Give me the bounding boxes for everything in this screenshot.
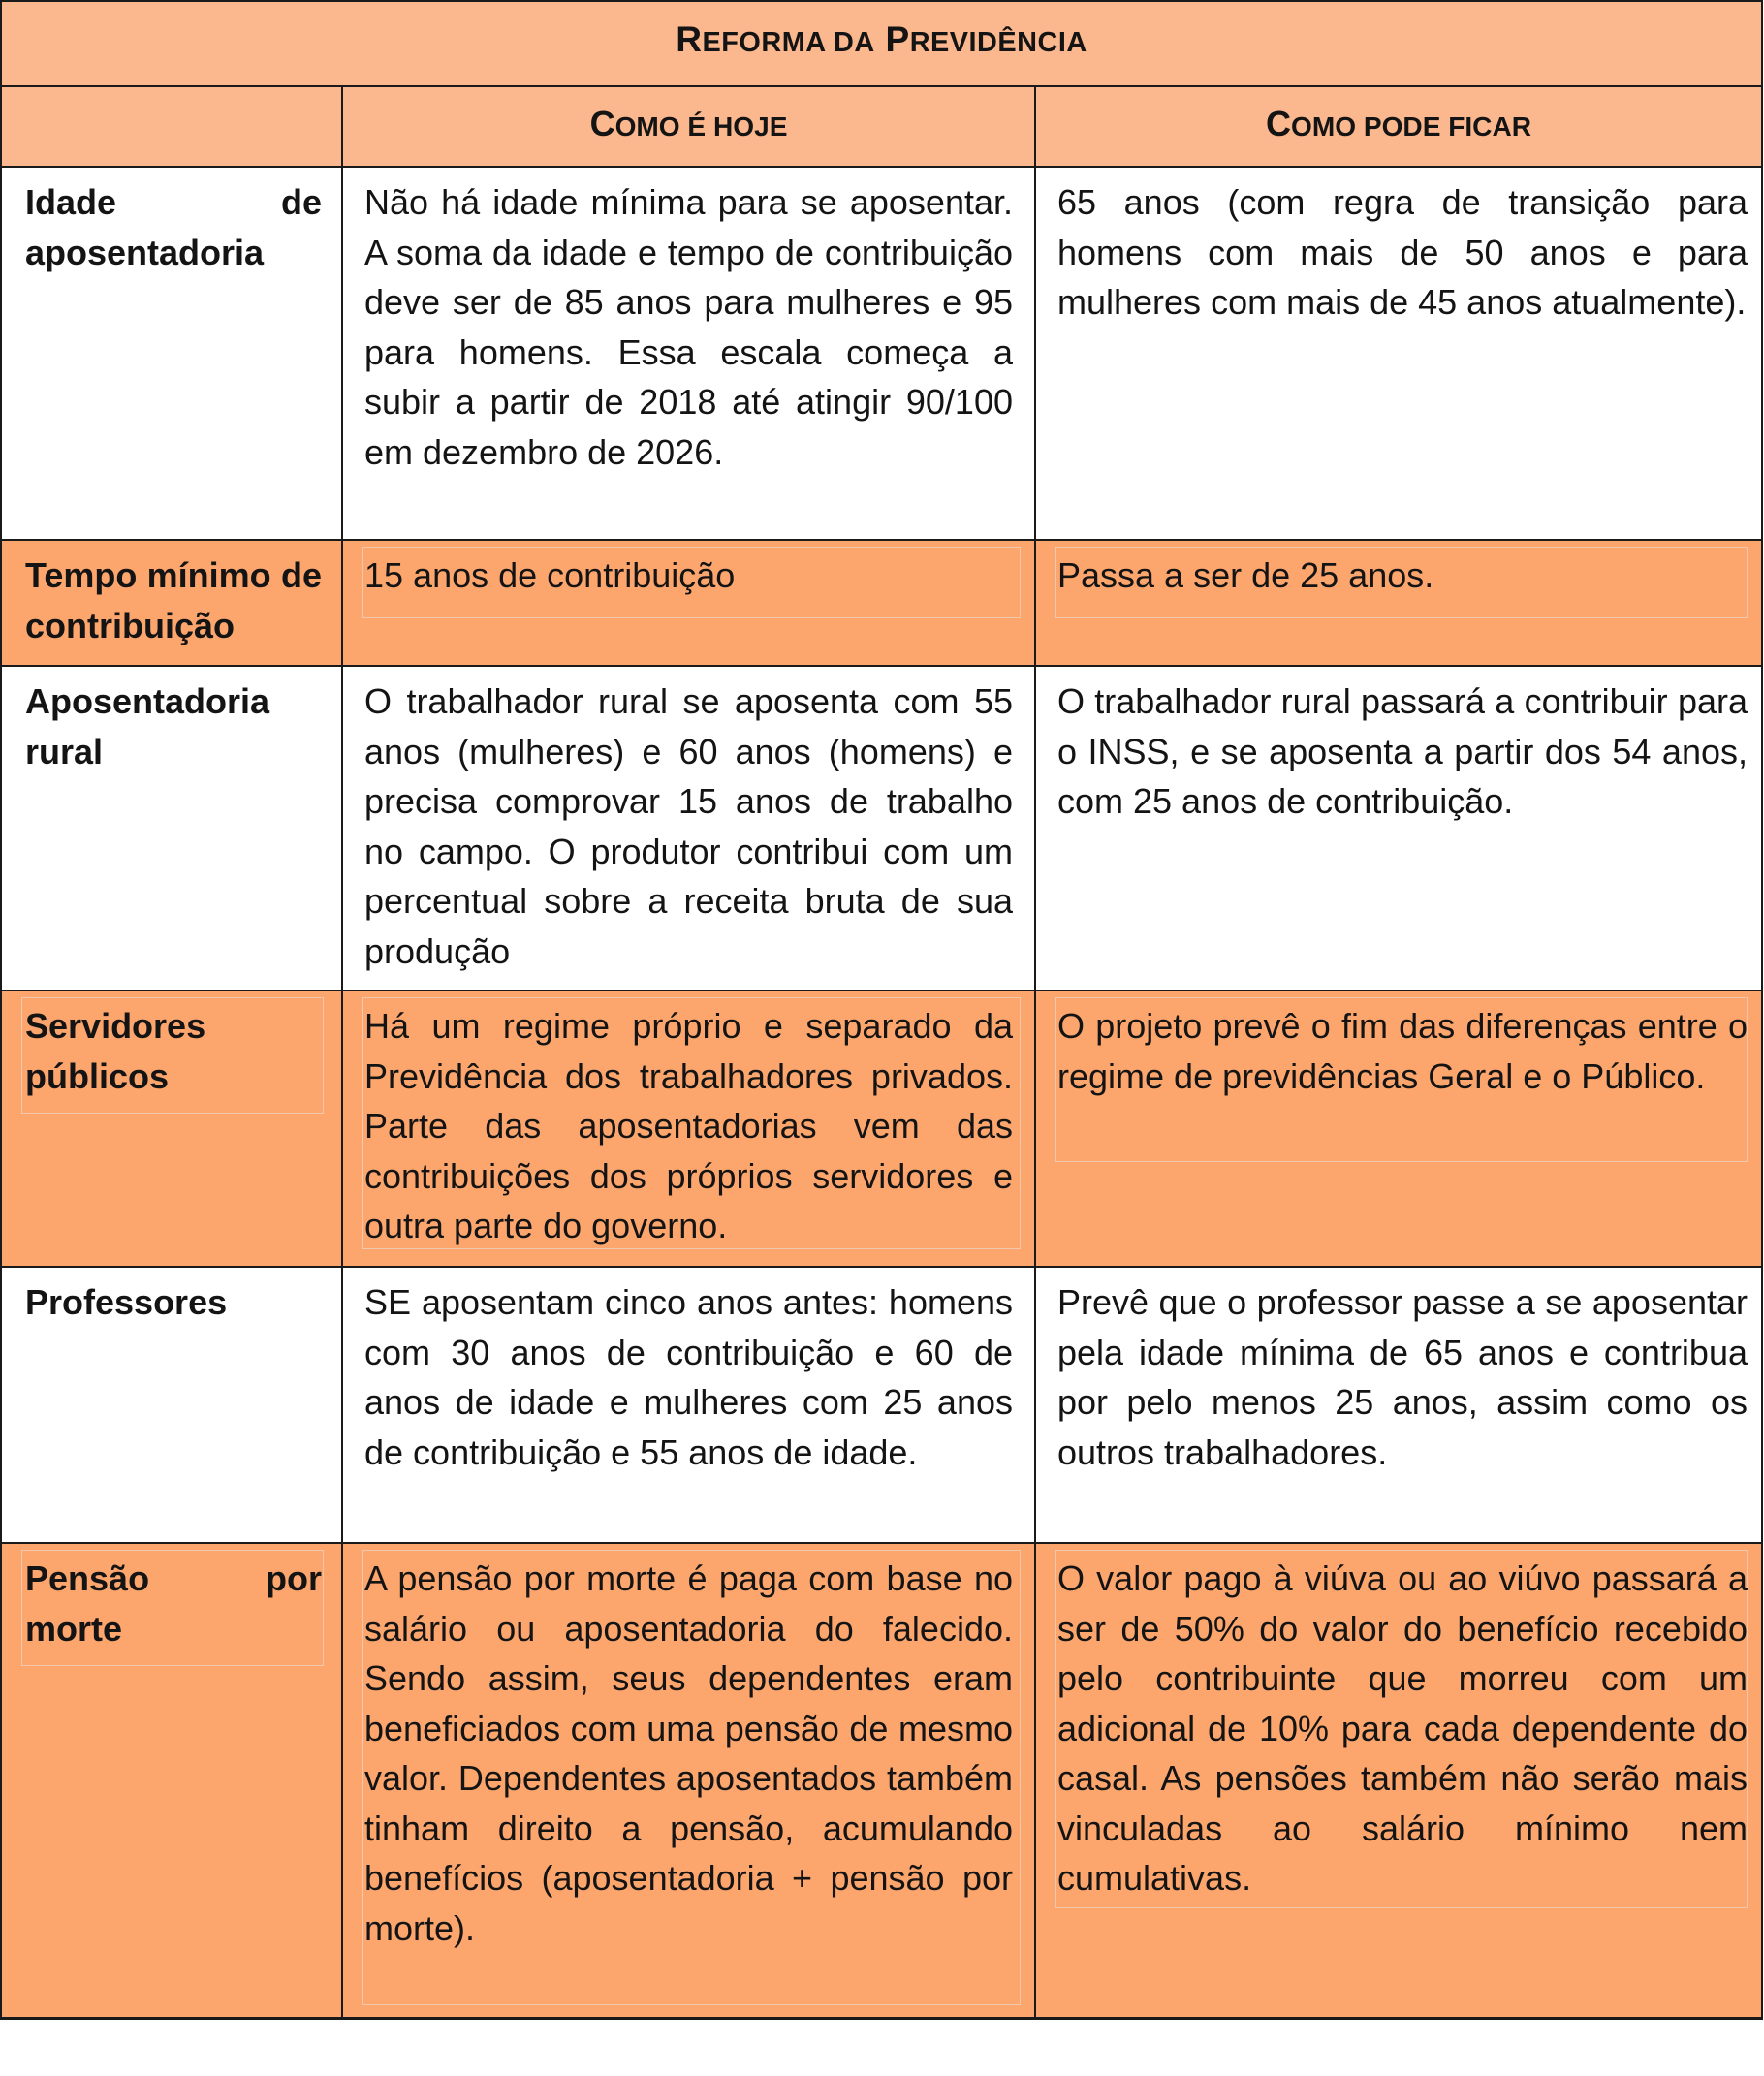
futuro-text: 65 anos (com regra de transição para homens com mais de 50 anos e para mulheres com mais de 45 anos atualmente). (1057, 182, 1748, 322)
futuro-text: O trabalhador rural passará a contribuir para o INSS, e se aposenta a partir dos 54 anos, com 25 anos de contribuição. (1057, 681, 1748, 821)
futuro-text: Prevê que o professor passe a se aposentar pela idade mínima de 65 anos e contribua por pelo menos 25 anos, assim como os outros trabalhadores. (1057, 1282, 1748, 1472)
futuro-text: O projeto prevê o fim das diferenças entre o regime de previdências Geral e o Público. (1057, 1006, 1748, 1096)
futuro-cell (1036, 1268, 1761, 1542)
futuro-cell (1036, 168, 1761, 539)
column-header-row (2, 87, 1761, 168)
table-row (2, 541, 1761, 667)
futuro-cell (1036, 667, 1761, 990)
row-label-cell (2, 991, 343, 1266)
row-label: Tempo mínimo de contribuição (25, 555, 322, 645)
hoje-cell (343, 1268, 1036, 1542)
row-label-cell (2, 541, 343, 665)
row-label-cell (2, 1268, 343, 1542)
header-cell-como-e-hoje: COMO É HOJE (343, 87, 1036, 166)
row-label: Professores (25, 1282, 228, 1322)
table-title: REFORMA DA PREVIDÊNCIA (676, 19, 1087, 59)
hoje-text: A pensão por morte é paga com base no salário ou aposentadoria do falecido. Sendo assim, seus dependentes eram beneficiados com uma pensão de mesmo valor. Dependentes aposentados também tinham direito a pensão, acumulando benefícios (aposentadoria + pensão por morte). (364, 1558, 1013, 1948)
hoje-cell (343, 541, 1036, 665)
hoje-text: Há um regime próprio e separado da Previdência dos trabalhadores privados. Parte das aposentadorias vem das contribuições dos próprios servidores e outra parte do governo. (364, 1006, 1013, 1245)
table-row (2, 667, 1761, 991)
row-label: Idade de aposentadoria (25, 182, 322, 272)
table-title-row (2, 2, 1761, 87)
header-cell-como-pode-ficar: COMO PODE FICAR (1265, 104, 1532, 143)
row-label: Aposentadoria rural (25, 681, 270, 771)
row-label-cell (2, 168, 343, 539)
futuro-cell (1036, 991, 1761, 1266)
table-row (2, 991, 1761, 1268)
futuro-text: Passa a ser de 25 anos. (1057, 555, 1434, 595)
futuro-cell (1036, 541, 1761, 665)
row-label-cell (2, 667, 343, 990)
hoje-cell (343, 1544, 1036, 2017)
header-cell-empty (2, 87, 343, 166)
hoje-cell (343, 168, 1036, 539)
hoje-text: Não há idade mínima para se aposentar. A soma da idade e tempo de contribuição deve ser de 85 anos para mulheres e 95 para homens. Essa escala começa a subir a partir de 2018 até atingir 90/100 em dezembro de 2026. (364, 182, 1013, 472)
table-row (2, 1544, 1761, 2017)
row-label: Servidores públicos (25, 1006, 206, 1096)
hoje-text: SE aposentam cinco anos antes: homens com 30 anos de contribuição e 60 de anos de idade e mulheres com 25 anos de contribuição e 55 anos de idade. (364, 1282, 1013, 1472)
hoje-text: 15 anos de contribuição (364, 555, 736, 595)
futuro-cell (1036, 1544, 1761, 2017)
table-row (2, 168, 1761, 541)
futuro-text: O valor pago à viúva ou ao viúvo passará a ser de 50% do valor do benefício recebido pelo contribuinte que morreu com um adicional de 10% para cada dependente do casal. As pensões também não serão mais vinculadas ao salário mínimo nem cumulativas. (1057, 1558, 1748, 1898)
row-label: Pensão por morte (25, 1558, 322, 1649)
hoje-cell (343, 667, 1036, 990)
table-row (2, 1268, 1761, 1544)
hoje-text: O trabalhador rural se aposenta com 55 anos (mulheres) e 60 anos (homens) e precisa comprovar 15 anos de trabalho no campo. O produtor contribui com um percentual sobre a receita bruta de sua produção (364, 681, 1013, 971)
hoje-cell (343, 991, 1036, 1266)
row-label-cell (2, 1544, 343, 2017)
